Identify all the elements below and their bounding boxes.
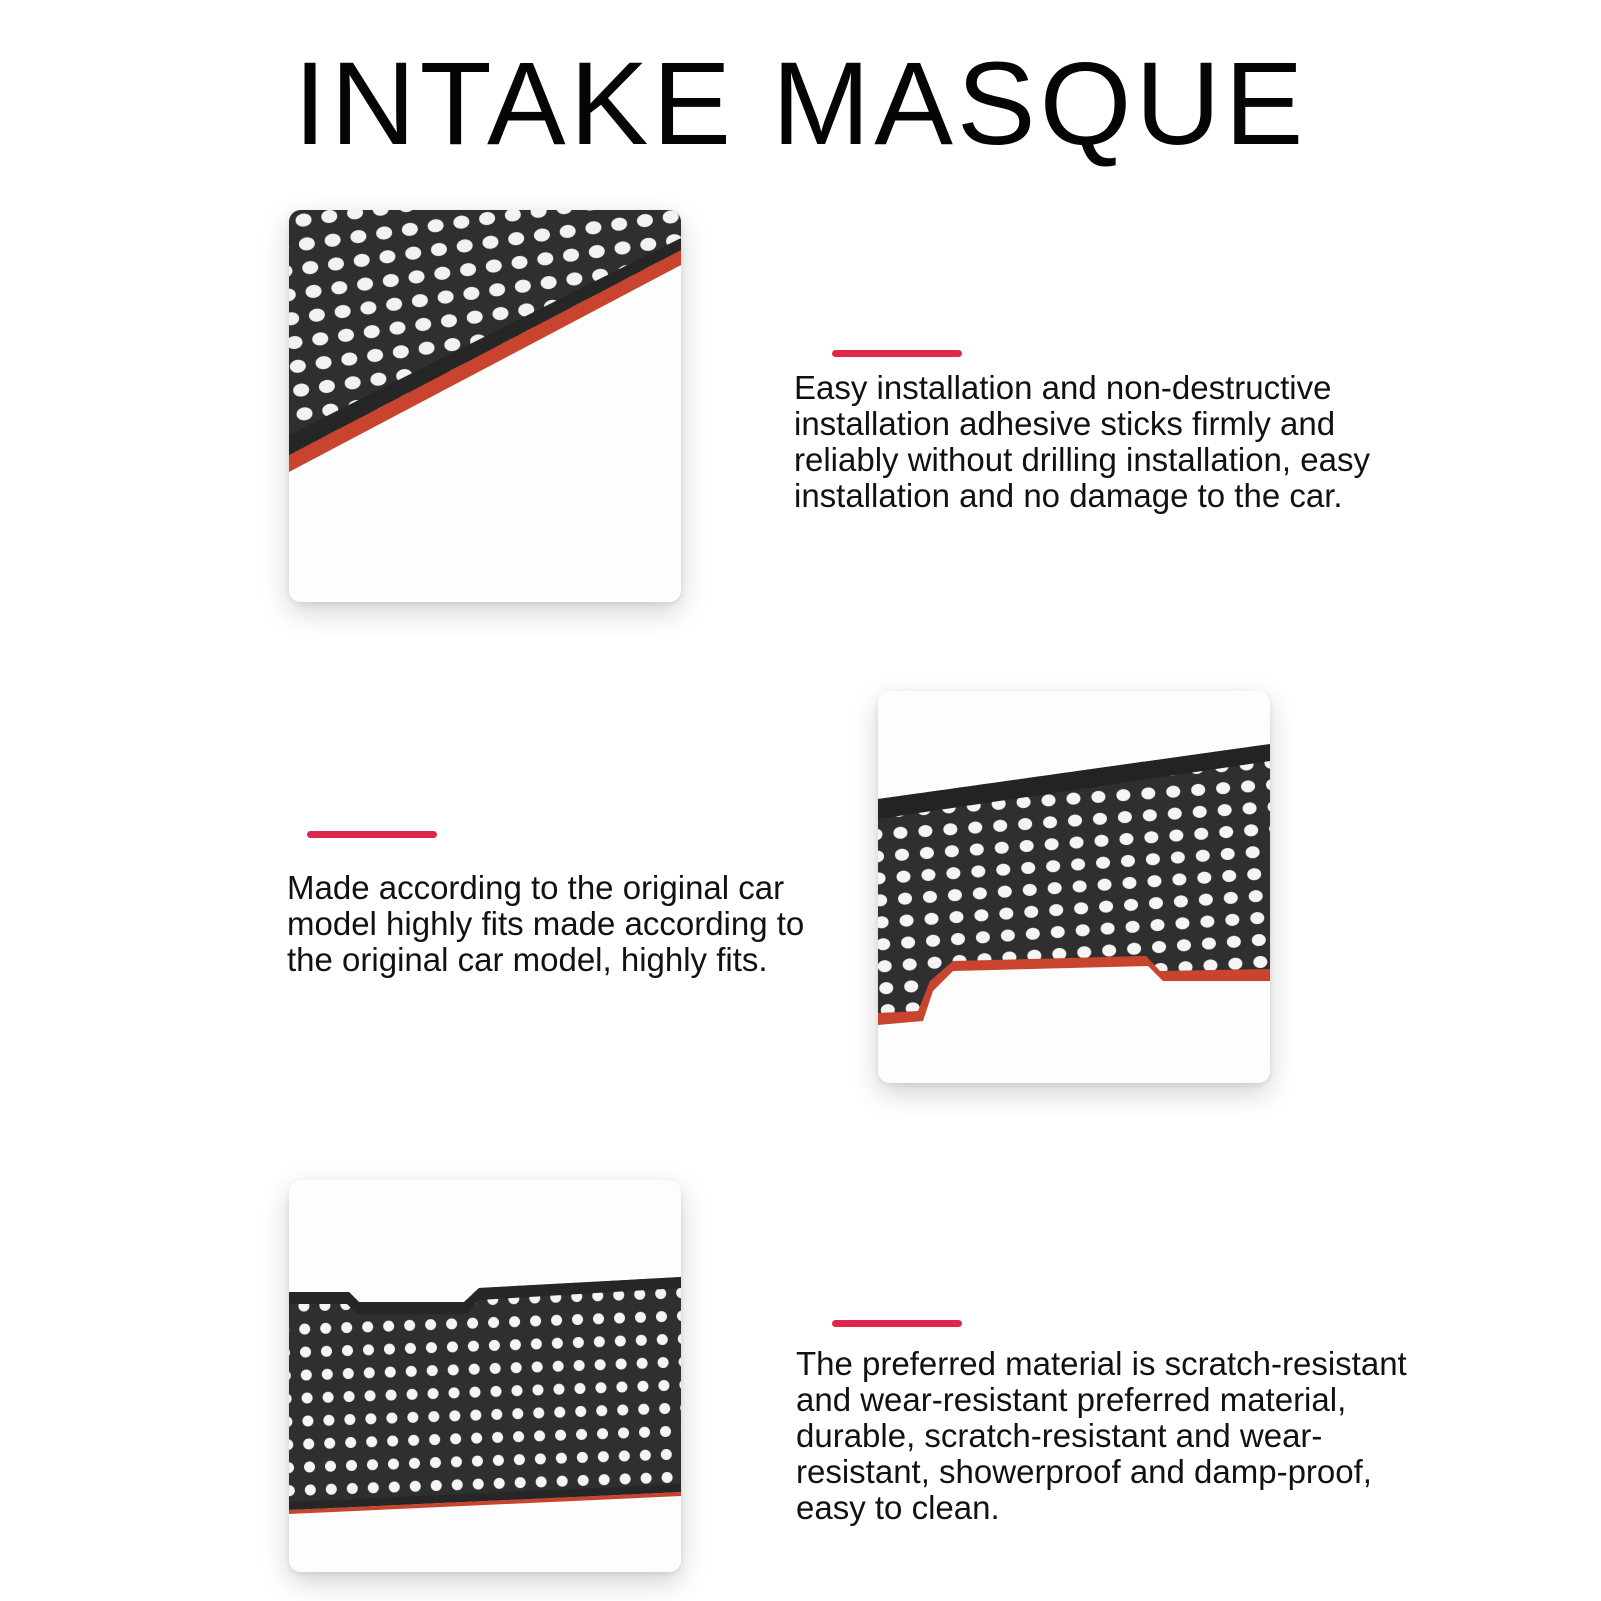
intake-mesh-image-3 [289,1180,681,1572]
accent-line-1 [832,350,962,357]
product-photo-3 [289,1180,681,1572]
feature-text-1: Easy installation and non-destructive installation adhesive sticks firmly and reliably without drilling installation, easy installation and no damage to the car. [794,369,1370,514]
feature-text-2: Made according to the original car model highly fits made according to the original car model, highly fits. [287,869,805,978]
feature-text-3: The preferred material is scratch-resistant and wear-resistant preferred material, durable, scratch-resistant and wear-resistant, showerproof and damp-proof, easy to clean. [796,1345,1407,1526]
intake-mesh-image-2 [878,691,1270,1083]
intake-mesh-image-1 [289,210,681,602]
accent-line-2 [307,831,437,838]
product-photo-1 [289,210,681,602]
product-photo-2 [878,691,1270,1083]
page-title: INTAKE MASQUE [293,38,1308,170]
accent-line-3 [832,1320,962,1327]
